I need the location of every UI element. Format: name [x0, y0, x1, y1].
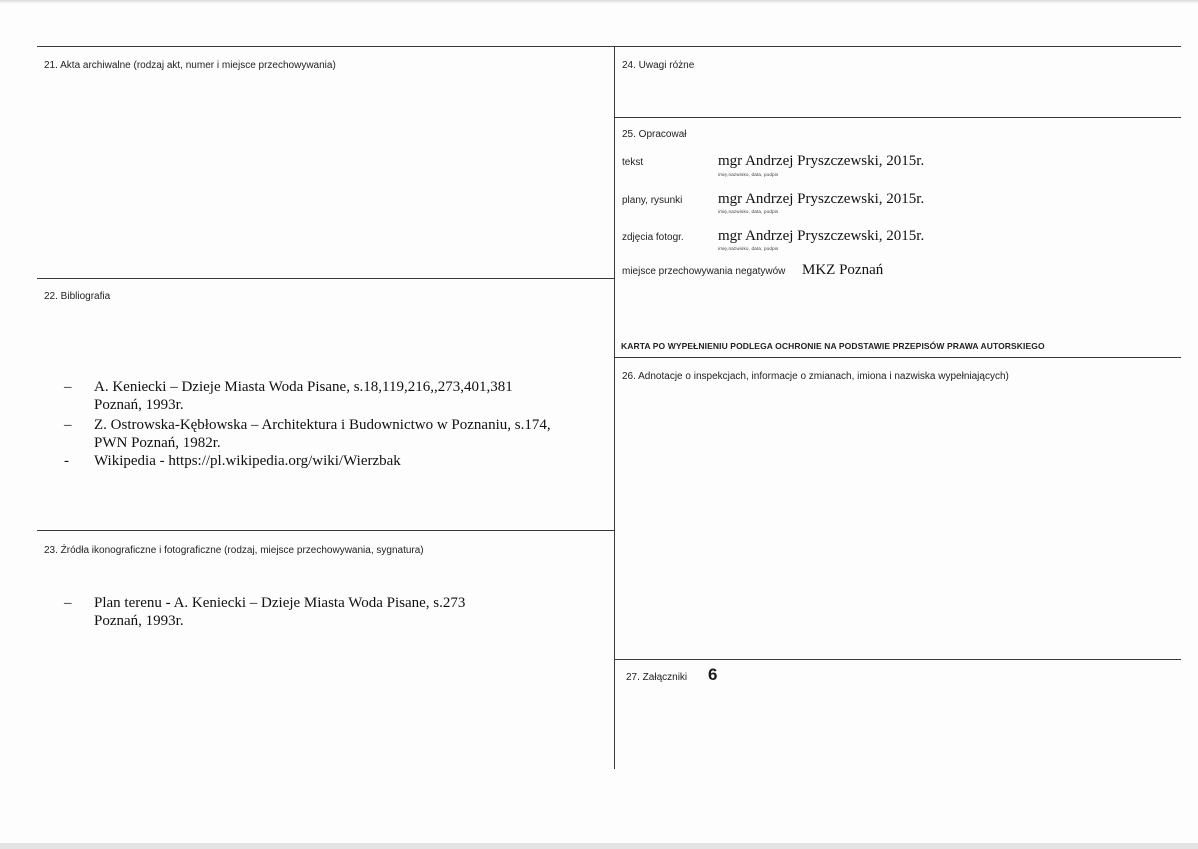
bullet: – — [64, 595, 72, 611]
entry-text-continued: Poznań, 1993r. — [94, 613, 184, 629]
rule-21-22 — [37, 278, 614, 279]
bibliography-entry-1 — [64, 378, 513, 414]
prepared-plans-value: mgr Andrzej Pryszczewski, 2015r. — [718, 191, 925, 207]
attachments-count: 6 — [708, 665, 718, 684]
prepared-photos-label: zdjęcia fotogr. — [622, 232, 684, 243]
bullet: - — [64, 453, 69, 469]
section-25-title: 25. Opracował — [622, 129, 687, 140]
prepared-text-label: tekst — [622, 157, 644, 168]
copyright-notice: KARTA PO WYPEŁNIENIU PODLEGA OCHRONIE NA PODSTAWIE PRZEPISÓW PRAWA AUTORSKIEGO — [621, 341, 1045, 351]
rule-22-23 — [37, 530, 614, 531]
negatives-location-label: miejsce przechowywania negatywów — [622, 266, 786, 277]
entry-text-continued: PWN Poznań, 1982r. — [94, 435, 221, 451]
prepared-photos-value: mgr Andrzej Pryszczewski, 2015r. — [718, 228, 925, 244]
bullet: – — [64, 379, 72, 395]
entry-text: Plan terenu - A. Keniecki – Dzieje Miasta Woda Pisane, s.273 — [94, 595, 466, 611]
rule-25-26 — [614, 357, 1181, 358]
prepared-photos-hint: imię,nazwisko, data, podpis — [718, 246, 779, 251]
negatives-location-value: MKZ Poznań — [802, 262, 884, 278]
prepared-text-value: mgr Andrzej Pryszczewski, 2015r. — [718, 153, 925, 169]
entry-text: Z. Ostrowska-Kębłowska – Architektura i Budownictwo w Poznaniu, s.174, — [94, 417, 551, 433]
entry-text: Wikipedia - https://pl.wikipedia.org/wiki/Wierzbak — [94, 453, 401, 469]
iconographic-source-entry-1 — [64, 594, 465, 630]
prepared-plans-label: plany, rysunki — [622, 195, 683, 206]
section-23-title: 23. Źródła ikonograficzne i fotograficzne (rodzaj, miejsce przechowywania, sygnatura) — [44, 545, 424, 556]
section-24-title: 24. Uwagi różne — [622, 60, 695, 71]
section-26-title: 26. Adnotacje o inspekcjach, informacje o zmianach, imiona i nazwiska wypełniających) — [622, 371, 1009, 382]
column-divider — [614, 46, 615, 769]
prepared-text-hint: imię,nazwisko, data, podpis — [718, 172, 779, 177]
frame-top-rule — [37, 46, 1181, 47]
bullet: – — [64, 417, 72, 433]
scan-bottom-edge — [0, 843, 1198, 849]
section-21-title: 21. Akta archiwalne (rodzaj akt, numer i miejsce przechowywania) — [44, 60, 336, 71]
bibliography-entry-3 — [64, 452, 401, 470]
entry-text-continued: Poznań, 1993r. — [94, 397, 184, 413]
rule-26-27 — [614, 659, 1181, 660]
entry-text: A. Keniecki – Dzieje Miasta Woda Pisane, s.18,119,216,,273,401,381 — [94, 379, 513, 395]
prepared-plans-hint: imię,nazwisko, data, podpis — [718, 209, 779, 214]
section-22-title: 22. Bibliografia — [44, 291, 111, 302]
section-27-title: 27. Załączniki — [626, 672, 688, 683]
rule-24-25 — [614, 117, 1181, 118]
scan-top-edge — [0, 0, 1198, 3]
bibliography-entry-2 — [64, 416, 551, 452]
